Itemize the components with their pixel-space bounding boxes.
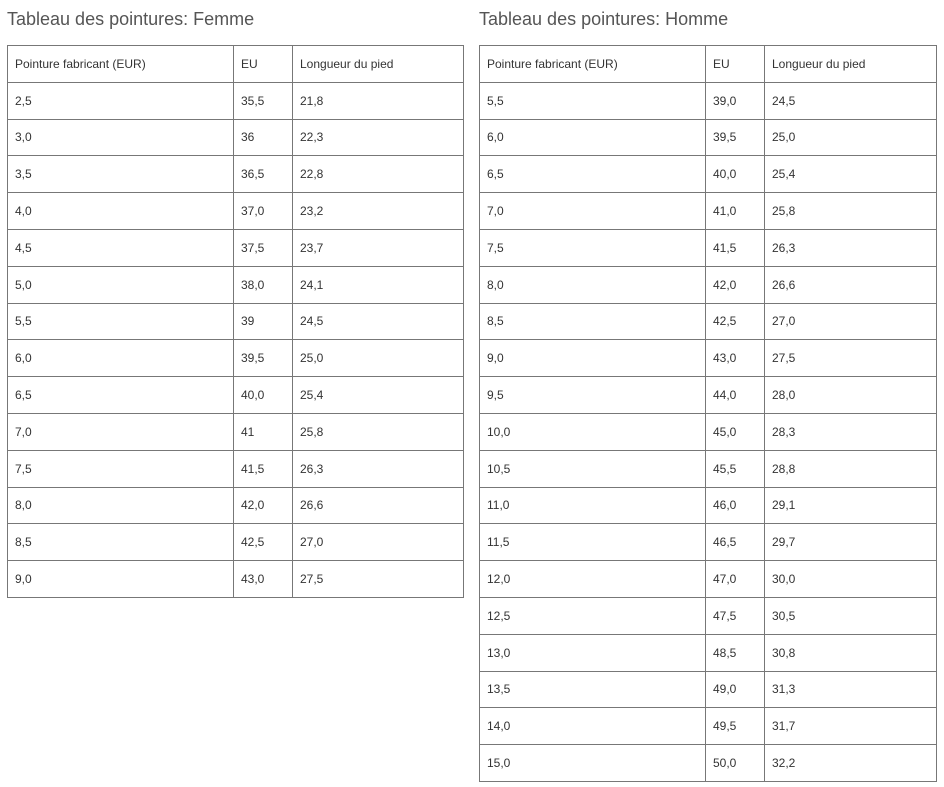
cell-eu-size: 37,5 [234, 229, 293, 266]
table-row [480, 450, 937, 487]
cell-manufacturer-size: 9,0 [8, 561, 234, 598]
cell-foot-length: 25,4 [765, 156, 937, 193]
cell-eu-size: 49,5 [706, 708, 765, 745]
cell-eu-size: 47,5 [706, 597, 765, 634]
cell-eu-size: 43,0 [706, 340, 765, 377]
cell-eu-size: 48,5 [706, 634, 765, 671]
size-chart-women-title: Tableau des pointures: Femme [7, 9, 255, 29]
cell-eu-size: 40,0 [234, 377, 293, 414]
cell-eu-size: 47,0 [706, 561, 765, 598]
cell-eu-size: 41,5 [706, 229, 765, 266]
cell-foot-length: 31,3 [765, 671, 937, 708]
cell-foot-length: 31,7 [765, 708, 937, 745]
cell-manufacturer-size: 12,5 [480, 597, 706, 634]
cell-foot-length: 24,5 [765, 82, 937, 119]
size-chart-women [7, 0, 464, 598]
cell-eu-size: 40,0 [706, 156, 765, 193]
size-chart-men-title: Tableau des pointures: Homme [479, 9, 729, 29]
cell-manufacturer-size: 3,0 [8, 119, 234, 156]
cell-foot-length: 27,5 [765, 340, 937, 377]
table-row [8, 193, 464, 230]
cell-manufacturer-size: 12,0 [480, 561, 706, 598]
cell-foot-length: 29,1 [765, 487, 937, 524]
cell-manufacturer-size: 8,0 [8, 487, 234, 524]
cell-foot-length: 27,5 [293, 561, 464, 598]
cell-manufacturer-size: 11,0 [480, 487, 706, 524]
column-header-manufacturer-size: Pointure fabricant (EUR) [8, 46, 234, 83]
cell-foot-length: 30,5 [765, 597, 937, 634]
table-row [8, 561, 464, 598]
table-row [8, 340, 464, 377]
table-row [480, 340, 937, 377]
cell-eu-size: 49,0 [706, 671, 765, 708]
cell-foot-length: 32,2 [765, 745, 937, 782]
table-row [8, 303, 464, 340]
cell-eu-size: 46,5 [706, 524, 765, 561]
size-table-women-body [8, 82, 464, 597]
cell-manufacturer-size: 4,0 [8, 193, 234, 230]
table-row [480, 671, 937, 708]
cell-manufacturer-size: 10,0 [480, 413, 706, 450]
cell-foot-length: 22,3 [293, 119, 464, 156]
table-row [8, 524, 464, 561]
cell-foot-length: 28,8 [765, 450, 937, 487]
cell-manufacturer-size: 8,5 [8, 524, 234, 561]
size-chart-men [479, 0, 937, 782]
cell-eu-size: 36 [234, 119, 293, 156]
cell-manufacturer-size: 13,5 [480, 671, 706, 708]
cell-eu-size: 39 [234, 303, 293, 340]
cell-manufacturer-size: 7,5 [8, 450, 234, 487]
cell-eu-size: 42,5 [234, 524, 293, 561]
cell-manufacturer-size: 10,5 [480, 450, 706, 487]
cell-foot-length: 26,3 [293, 450, 464, 487]
cell-foot-length: 23,2 [293, 193, 464, 230]
cell-foot-length: 30,8 [765, 634, 937, 671]
cell-eu-size: 42,0 [706, 266, 765, 303]
cell-manufacturer-size: 9,0 [480, 340, 706, 377]
cell-foot-length: 26,6 [765, 266, 937, 303]
table-row [480, 229, 937, 266]
table-row [480, 561, 937, 598]
cell-foot-length: 25,0 [293, 340, 464, 377]
cell-manufacturer-size: 6,5 [480, 156, 706, 193]
cell-eu-size: 44,0 [706, 377, 765, 414]
cell-foot-length: 25,0 [765, 119, 937, 156]
cell-foot-length: 21,8 [293, 82, 464, 119]
cell-eu-size: 39,5 [234, 340, 293, 377]
cell-manufacturer-size: 3,5 [8, 156, 234, 193]
cell-foot-length: 29,7 [765, 524, 937, 561]
cell-foot-length: 28,0 [765, 377, 937, 414]
cell-manufacturer-size: 7,0 [480, 193, 706, 230]
cell-manufacturer-size: 8,0 [480, 266, 706, 303]
cell-foot-length: 23,7 [293, 229, 464, 266]
cell-manufacturer-size: 5,0 [8, 266, 234, 303]
cell-manufacturer-size: 5,5 [8, 303, 234, 340]
cell-manufacturer-size: 6,0 [480, 119, 706, 156]
table-header-row [480, 46, 937, 83]
cell-eu-size: 41,0 [706, 193, 765, 230]
table-header-row [8, 46, 464, 83]
cell-foot-length: 25,4 [293, 377, 464, 414]
table-row [480, 634, 937, 671]
cell-eu-size: 37,0 [234, 193, 293, 230]
cell-foot-length: 28,3 [765, 413, 937, 450]
table-row [8, 413, 464, 450]
table-row [8, 450, 464, 487]
size-table-men [479, 45, 937, 782]
table-row [480, 745, 937, 782]
cell-eu-size: 38,0 [234, 266, 293, 303]
table-row [8, 156, 464, 193]
cell-foot-length: 30,0 [765, 561, 937, 598]
table-row [480, 303, 937, 340]
table-row [480, 266, 937, 303]
table-row [480, 193, 937, 230]
cell-manufacturer-size: 13,0 [480, 634, 706, 671]
cell-eu-size: 45,5 [706, 450, 765, 487]
cell-eu-size: 45,0 [706, 413, 765, 450]
cell-eu-size: 43,0 [234, 561, 293, 598]
table-row [8, 377, 464, 414]
table-row [480, 82, 937, 119]
cell-eu-size: 35,5 [234, 82, 293, 119]
cell-eu-size: 36,5 [234, 156, 293, 193]
cell-manufacturer-size: 9,5 [480, 377, 706, 414]
table-row [480, 413, 937, 450]
cell-eu-size: 41 [234, 413, 293, 450]
table-row [480, 119, 937, 156]
cell-eu-size: 39,0 [706, 82, 765, 119]
cell-eu-size: 42,5 [706, 303, 765, 340]
table-row [480, 708, 937, 745]
column-header-eu: EU [706, 46, 765, 83]
cell-foot-length: 27,0 [293, 524, 464, 561]
cell-foot-length: 26,6 [293, 487, 464, 524]
table-row [480, 156, 937, 193]
cell-manufacturer-size: 15,0 [480, 745, 706, 782]
table-row [8, 82, 464, 119]
table-row [480, 597, 937, 634]
cell-manufacturer-size: 5,5 [480, 82, 706, 119]
size-table-men-body [480, 82, 937, 781]
table-row [8, 487, 464, 524]
table-row [480, 524, 937, 561]
table-row [480, 377, 937, 414]
cell-manufacturer-size: 11,5 [480, 524, 706, 561]
table-row [8, 266, 464, 303]
cell-manufacturer-size: 8,5 [480, 303, 706, 340]
cell-foot-length: 24,5 [293, 303, 464, 340]
table-row [480, 487, 937, 524]
size-table-women [7, 45, 464, 598]
cell-eu-size: 42,0 [234, 487, 293, 524]
cell-eu-size: 50,0 [706, 745, 765, 782]
cell-eu-size: 41,5 [234, 450, 293, 487]
cell-manufacturer-size: 6,5 [8, 377, 234, 414]
column-header-manufacturer-size: Pointure fabricant (EUR) [480, 46, 706, 83]
column-header-foot-length: Longueur du pied [293, 46, 464, 83]
cell-foot-length: 25,8 [765, 193, 937, 230]
cell-manufacturer-size: 2,5 [8, 82, 234, 119]
cell-manufacturer-size: 6,0 [8, 340, 234, 377]
column-header-foot-length: Longueur du pied [765, 46, 937, 83]
cell-eu-size: 46,0 [706, 487, 765, 524]
cell-foot-length: 26,3 [765, 229, 937, 266]
cell-manufacturer-size: 14,0 [480, 708, 706, 745]
table-row [8, 229, 464, 266]
cell-manufacturer-size: 7,0 [8, 413, 234, 450]
table-row [8, 119, 464, 156]
cell-foot-length: 24,1 [293, 266, 464, 303]
column-header-eu: EU [234, 46, 293, 83]
cell-manufacturer-size: 7,5 [480, 229, 706, 266]
cell-foot-length: 22,8 [293, 156, 464, 193]
cell-foot-length: 27,0 [765, 303, 937, 340]
cell-manufacturer-size: 4,5 [8, 229, 234, 266]
cell-eu-size: 39,5 [706, 119, 765, 156]
cell-foot-length: 25,8 [293, 413, 464, 450]
